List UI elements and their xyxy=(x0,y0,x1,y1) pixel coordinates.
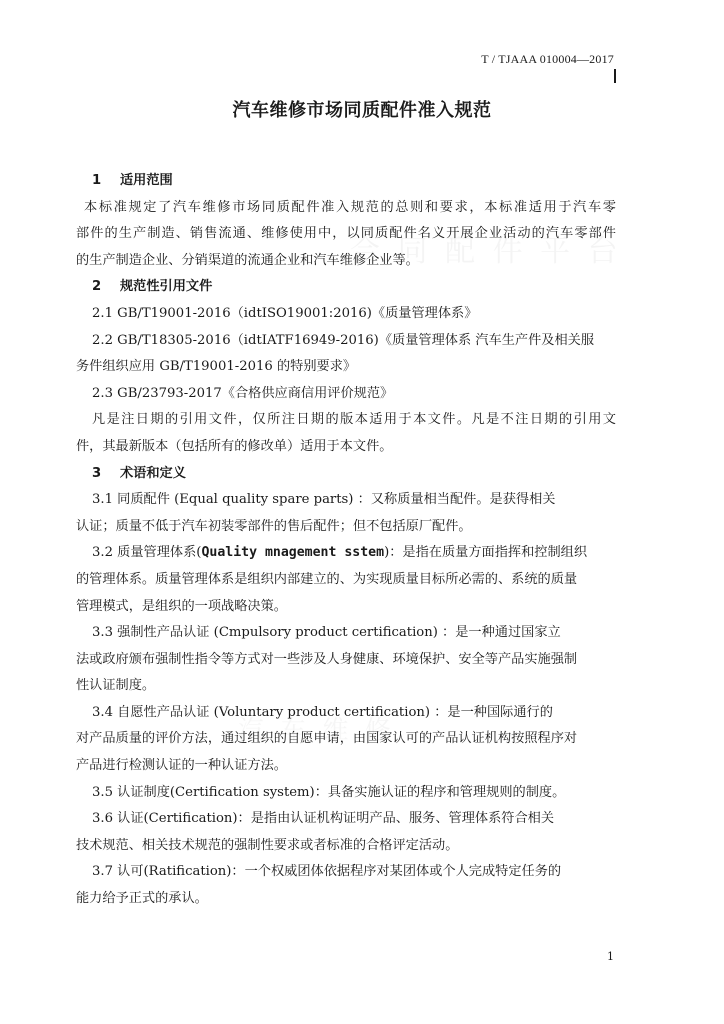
paragraph-line: 的生产制造企业、分销渠道的流通企业和汽车维修企业等。 xyxy=(76,252,419,268)
section-title: 适用范围 xyxy=(120,173,173,188)
term-definition: 3.4 自愿性产品认证 (Voluntary product certification) ：是一种国际通行的 xyxy=(92,704,553,720)
term-definition: 3.5 认证制度(Certification system)：具备实施认证的程序和管理规则的制度。 xyxy=(92,784,566,800)
term-definition-continued: 性认证制度。 xyxy=(76,678,156,694)
term-definition: 3.2 质量管理体系(Quality mnagement sstem)：是指在质量方面指挥和控制组织 xyxy=(92,545,588,561)
reference-item: 2.1 GB/T19001-2016（idtISO19001:2016)《质量管理体系》 xyxy=(92,305,478,321)
term-definition: 3.3 强制性产品认证 (Cmpulsory product certification) ：是一种通过国家立 xyxy=(92,625,561,641)
section-number: 1 xyxy=(92,173,102,188)
section-heading-1 xyxy=(84,168,616,195)
term-definition-continued: 管理模式，是组织的一项战略决策。 xyxy=(76,598,287,614)
term-definition-continued: 产品进行检测认证的一种认证方法。 xyxy=(76,758,287,774)
term-definition-continued: 法或政府颁布强制性指令等方式对一些涉及人身健康、环境保护、安全等产品实施强制 xyxy=(76,651,578,667)
term-definition-continued: 能力给予正式的承认。 xyxy=(76,891,208,907)
document-code: T / TJAAA 010004—2017 xyxy=(481,52,614,66)
reference-item-continued: 务件组织应用 GB/T19001-2016 的特别要求》 xyxy=(76,359,357,375)
section-number: 3 xyxy=(92,465,102,481)
reference-item: 2.2 GB/T18305-2016（idtIATF16949-2016)《质量管理体系 汽车生产件及相关服 xyxy=(92,332,595,348)
paragraph-line: 部件的生产制造、销售流通、维修使用中，以同质配件名义开展企业活动的汽车零部件 xyxy=(76,226,616,242)
paragraph-line: 本标准规定了汽车维修市场同质配件准入规范的总则和要求，本标准适用于汽车零 xyxy=(84,199,616,215)
term-definition: 3.1 同质配件 (Equal quality spare parts) ：又称质量相当配件。是获得相关 xyxy=(92,492,556,508)
reference-item: 2.3 GB/23793-2017《合格供应商信用评价规范》 xyxy=(92,385,394,401)
paragraph-line: 凡是注日期的引用文件，仅所注日期的版本适用于本文件。凡是不注日期的引用文 xyxy=(92,412,616,428)
term-definition-continued: 对产品质量的评价方法，通过组织的自愿申请，由国家认可的产品认证机构按照程序对 xyxy=(76,731,578,747)
section-heading-3 xyxy=(84,461,616,488)
paragraph-line: 件，其最新版本（包括所有的修改单）适用于本文件。 xyxy=(76,438,393,454)
section-number: 2 xyxy=(92,279,102,295)
section-title: 术语和定义 xyxy=(120,465,186,481)
term-definition: 3.7 认可(Ratification)：一个权威团体依据程序对某团体或个人完成特定任务的 xyxy=(92,864,562,880)
header-mark xyxy=(614,69,616,83)
section-title: 规范性引用文件 xyxy=(120,279,213,295)
page-number: 1 xyxy=(607,950,614,963)
term-english-bold: Quality mnagement sstem xyxy=(201,545,385,561)
document-title: 汽车维修市场同质配件准入规范 xyxy=(232,100,492,121)
term-definition-continued: 的管理体系。质量管理体系是组织内部建立的、为实现质量目标所必需的、系统的质量 xyxy=(76,571,578,587)
term-definition: 3.6 认证(Certification)：是指由认证机构证明产品、服务、管理体系符合相关 xyxy=(92,811,555,827)
document-body xyxy=(76,168,616,913)
term-definition-continued: 技术规范、相关技术规范的强制性要求或者标准的合格评定活动。 xyxy=(76,837,459,853)
term-definition-continued: 认证；质量不低于汽车初装零部件的售后配件；但不包括原厂配件。 xyxy=(76,518,472,534)
section-heading-2 xyxy=(84,274,616,301)
